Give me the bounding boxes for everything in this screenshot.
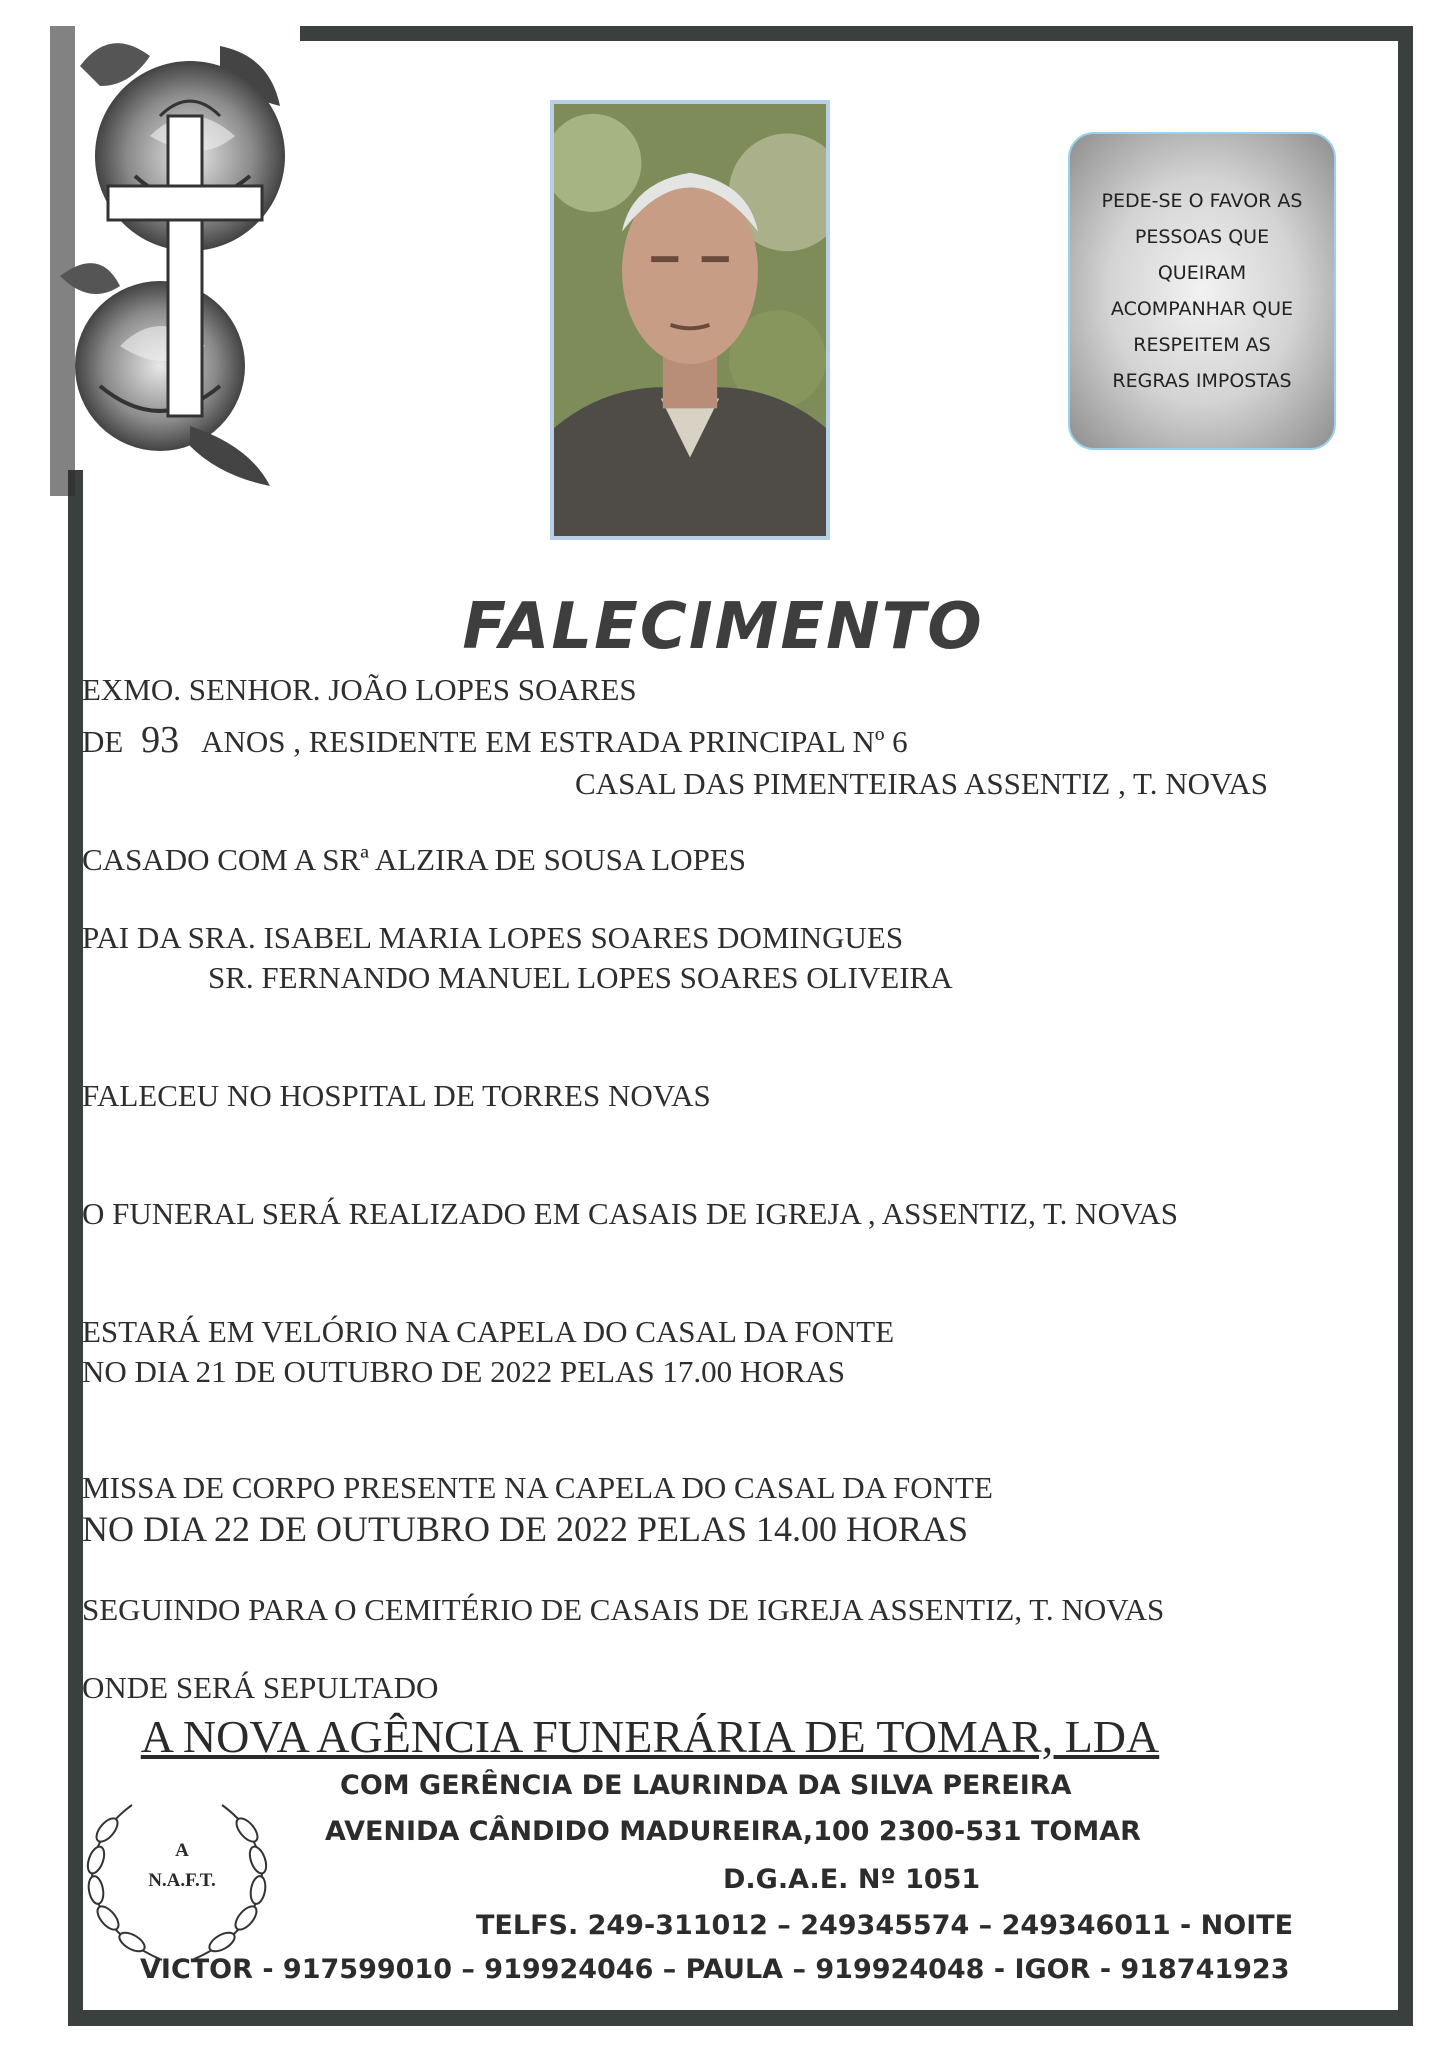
notice-box: [1068, 132, 1336, 450]
agency-address: AVENIDA CÂNDIDO MADUREIRA,100 2300-531 TOMAR: [325, 1816, 1141, 1847]
frame-bottom-border: [68, 2010, 1413, 2026]
mass-line-2: NO DIA 22 DE OUTUBRO DE 2022 PELAS 14.00 HORAS: [82, 1509, 969, 1549]
funeral-place-line: O FUNERAL SERÁ REALIZADO EM CASAIS DE IGREJA , ASSENTIZ, T. NOVAS: [82, 1196, 1178, 1231]
emblem-initials: N.A.F.T.: [148, 1870, 216, 1891]
cemetery-line: SEGUINDO PARA O CEMITÉRIO DE CASAIS DE IGREJA ASSENTIZ, T. NOVAS: [82, 1592, 1165, 1627]
notice-text: PEDE-SE O FAVOR AS PESSOAS QUE QUEIRAM ACOMPANHAR QUE RESPEITEM AS REGRAS IMPOSTAS: [1101, 190, 1303, 392]
roses-cross-icon: [40, 26, 300, 496]
wake-line-1: ESTARÁ EM VELÓRIO NA CAPELA DO CASAL DA FONTE: [82, 1314, 895, 1349]
address-line-2: CASAL DAS PIMENTEIRAS ASSENTIZ , T. NOVAS: [575, 766, 1268, 801]
address-text: ANOS , RESIDENTE EM ESTRADA PRINCIPAL Nº 6: [201, 724, 908, 759]
mass-line-1: MISSA DE CORPO PRESENTE NA CAPELA DO CASAL DA FONTE: [82, 1470, 993, 1505]
agency-dgae: D.G.A.E. Nº 1051: [723, 1864, 981, 1895]
children-line-1: PAI DA SRA. ISABEL MARIA LOPES SOARES DOMINGUES: [82, 920, 904, 955]
agency-night-contacts: VICTOR - 917599010 – 919924046 – PAULA – 919924048 - IGOR - 918741923: [140, 1954, 1290, 1985]
portrait-icon: [554, 104, 826, 536]
frame-top-border: [300, 26, 1413, 41]
deceased-photo: [550, 100, 830, 540]
age-prefix: DE: [82, 724, 124, 759]
deceased-name-line: EXMO. SENHOR. JOÃO LOPES SOARES: [82, 672, 637, 707]
spouse-line: CASADO COM A SRª ALZIRA DE SOUSA LOPES: [82, 842, 747, 877]
age-address-line: [82, 718, 908, 762]
burial-line: ONDE SERÁ SEPULTADO: [82, 1670, 439, 1705]
page-title: FALECIMENTO: [462, 590, 984, 664]
age-value: 93: [141, 719, 180, 761]
agency-name: A NOVA AGÊNCIA FUNERÁRIA DE TOMAR, LDA: [140, 1711, 1160, 1762]
died-at-line: FALECEU NO HOSPITAL DE TORRES NOVAS: [82, 1078, 711, 1113]
emblem-letter: A: [175, 1840, 189, 1861]
agency-manager: COM GERÊNCIA DE LAURINDA DA SILVA PEREIRA: [340, 1770, 1072, 1801]
frame-right-border: [1398, 26, 1413, 2026]
agency-phones: TELFS. 249-311012 – 249345574 – 249346011 - NOITE: [476, 1910, 1294, 1941]
children-line-2: SR. FERNANDO MANUEL LOPES SOARES OLIVEIRA: [208, 960, 953, 995]
wake-line-2: NO DIA 21 DE OUTUBRO DE 2022 PELAS 17.00 HORAS: [82, 1354, 845, 1389]
